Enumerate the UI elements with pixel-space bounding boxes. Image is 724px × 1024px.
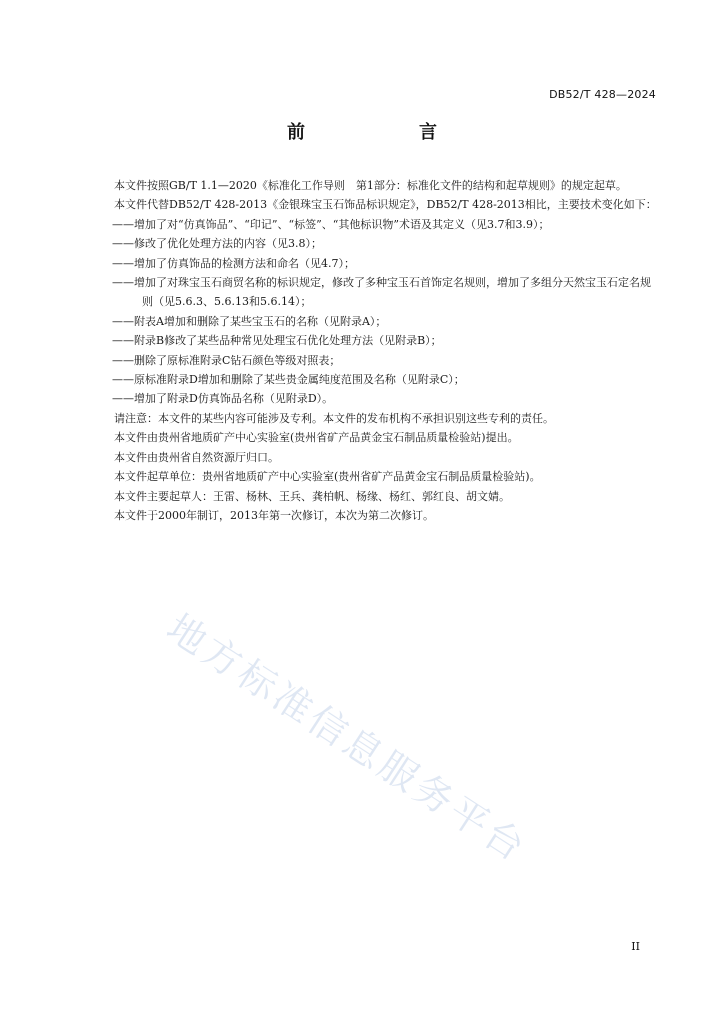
paragraph-drafting-basis: 本文件按照GB/T 1.1—2020《标准化工作导则 第1部分：标准化文件的结构和起草规则》的规定起草。 xyxy=(114,179,627,192)
list-item: ——删除了原标准附录C钻石颜色等级对照表； xyxy=(112,353,341,367)
paragraph-replacement: 本文件代替DB52/T 428-2013《金银珠宝玉石饰品标识规定》，DB52/T 428-2013相比，主要技术变化如下： xyxy=(114,198,657,212)
paragraph-drafting-units: 本文件起草单位：贵州省地质矿产中心实验室(贵州省矿产品黄金宝石制品质量检验站)。 xyxy=(114,470,541,484)
list-item: ——附录B修改了某些品种常见处理宝石优化处理方法（见附录B）； xyxy=(112,334,442,348)
paragraph-patent-notice: 请注意：本文件的某些内容可能涉及专利。本文件的发布机构不承担识别这些专利的责任。 xyxy=(114,411,554,425)
paragraph-drafters: 本文件主要起草人：王雷、杨林、王兵、龚柏帆、杨缘、杨红、郭红良、胡文婧。 xyxy=(114,489,510,503)
list-item: ——原标准附录D增加和删除了某些贵金属纯度范围及名称（见附录C）； xyxy=(112,373,465,387)
list-item: ——增加了对珠宝玉石商贸名称的标识规定，修改了多种宝玉石首饰定名规则，增加了多组分天然宝玉石定名规则（见5.6.3、5.6.13和5.6.14）； xyxy=(112,276,651,309)
list-item: ——附表A增加和删除了某些宝玉石的名称（见附录A）； xyxy=(112,314,387,328)
watermark: 地方标准信息服务平台 xyxy=(159,605,536,872)
paragraph-proposer: 本文件由贵州省地质矿产中心实验室(贵州省矿产品黄金宝石制品质量检验站)提出。 xyxy=(114,431,519,445)
foreword-body xyxy=(86,176,658,525)
list-item: ——增加了仿真饰品的检测方法和命名（见4.7）； xyxy=(112,256,355,270)
list-item: ——修改了优化处理方法的内容（见3.8）； xyxy=(112,237,322,251)
document-code: DB52/T 428—2024 xyxy=(549,88,656,101)
page-number: II xyxy=(631,940,640,953)
paragraph-centralized-unit: 本文件由贵州省自然资源厅归口。 xyxy=(114,450,279,464)
page-title: 前 言 xyxy=(287,122,463,143)
list-item: ——增加了附录D仿真饰品名称（见附录D）。 xyxy=(112,392,334,406)
paragraph-history: 本文件于2000年制订，2013年第一次修订，本次为第二次修订。 xyxy=(114,508,434,522)
list-item: ——增加了对“仿真饰品”、“印记”、“标签”、“其他标识物”术语及其定义（见3.7和3.9）； xyxy=(112,217,550,231)
